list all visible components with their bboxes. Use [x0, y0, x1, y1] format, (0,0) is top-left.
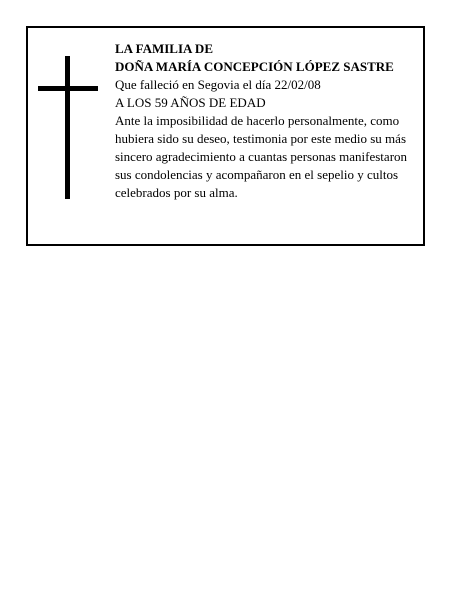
family-heading: LA FAMILIA DE	[115, 41, 213, 56]
cross-vertical-bar	[65, 56, 70, 199]
cross-icon	[38, 56, 98, 199]
age-line: A LOS 59 AÑOS DE EDAD	[115, 95, 266, 110]
cross-horizontal-bar	[38, 86, 98, 91]
deceased-name: DOÑA MARÍA CONCEPCIÓN LÓPEZ SASTRE	[115, 59, 394, 74]
notice-text	[115, 40, 421, 202]
death-details: Que falleció en Segovia el día 22/02/08	[115, 77, 321, 92]
obituary-notice	[26, 26, 425, 246]
acknowledgement-text: Ante la imposibilidad de hacerlo personalmente, como hubiera sido su deseo, testimonia por este medio su más sincero agradecimiento a cuantas personas manifestaron sus condolencias y acompañaron en el sepelio y cultos celebrados por su alma.	[115, 113, 408, 200]
